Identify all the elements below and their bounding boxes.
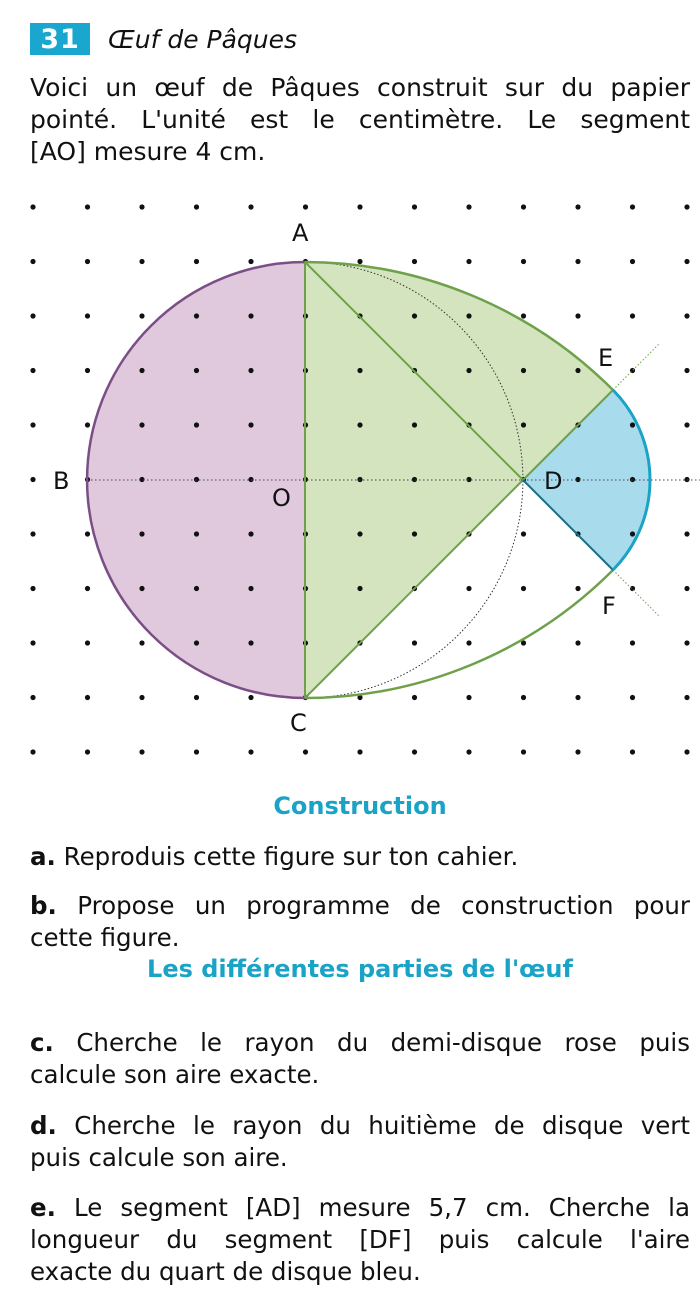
question-text: exacte du quart de disque bleu.	[30, 1257, 421, 1286]
question-a	[30, 841, 690, 873]
label-d: D	[544, 467, 563, 495]
grid-dot	[684, 368, 689, 373]
grid-dot	[357, 531, 362, 536]
grid-dot	[85, 422, 90, 427]
question-letter: a.	[30, 842, 56, 871]
grid-dot	[630, 422, 635, 427]
grid-dot	[85, 586, 90, 591]
question-letter: b.	[30, 891, 57, 920]
grid-dot	[194, 695, 199, 700]
grid-dot	[85, 204, 90, 209]
section-title-construction: Construction	[273, 792, 447, 820]
grid-dot	[194, 422, 199, 427]
grid-dot	[684, 640, 689, 645]
grid-dot	[30, 368, 35, 373]
grid-dot	[357, 586, 362, 591]
extension-e-line	[613, 343, 660, 390]
question-text: Propose un programme de construction pour	[77, 891, 690, 920]
grid-dot	[466, 368, 471, 373]
grid-dot	[194, 749, 199, 754]
grid-dot	[85, 313, 90, 318]
grid-dot	[521, 204, 526, 209]
grid-dot	[248, 531, 253, 536]
question-text: puis calcule son aire.	[30, 1143, 288, 1172]
grid-dot	[466, 640, 471, 645]
grid-dot	[357, 422, 362, 427]
grid-dot	[521, 368, 526, 373]
grid-dot	[30, 640, 35, 645]
grid-dot	[194, 640, 199, 645]
question-letter: e.	[30, 1193, 56, 1222]
grid-dot	[466, 586, 471, 591]
grid-dot	[85, 695, 90, 700]
question-letter: c.	[30, 1028, 54, 1057]
section-title-parts: Les différentes parties de l'œuf	[147, 955, 573, 983]
grid-dot	[575, 313, 580, 318]
grid-dot	[194, 531, 199, 536]
grid-dot	[30, 531, 35, 536]
grid-dot	[630, 531, 635, 536]
question-d	[30, 1110, 690, 1174]
grid-dot	[303, 204, 308, 209]
grid-dot	[575, 368, 580, 373]
grid-dot	[521, 313, 526, 318]
grid-dot	[684, 586, 689, 591]
grid-dot	[248, 586, 253, 591]
label-b: B	[53, 467, 70, 495]
label-f: F	[602, 592, 616, 620]
grid-dot	[139, 204, 144, 209]
grid-dot	[630, 259, 635, 264]
grid-dot	[194, 313, 199, 318]
extension-f-line	[613, 570, 660, 617]
question-text: Cherche le rayon du huitième de disque vert	[74, 1111, 690, 1140]
grid-dot	[412, 422, 417, 427]
grid-dot	[575, 259, 580, 264]
grid-dot	[139, 368, 144, 373]
intro-paragraph	[30, 72, 690, 168]
grid-dot	[30, 477, 35, 482]
grid-dot	[575, 586, 580, 591]
grid-dot	[357, 259, 362, 264]
grid-dot	[521, 531, 526, 536]
grid-dot	[412, 204, 417, 209]
question-text: cette figure.	[30, 923, 180, 952]
grid-dot	[630, 313, 635, 318]
grid-dot	[575, 640, 580, 645]
grid-dot	[85, 531, 90, 536]
grid-dot	[357, 749, 362, 754]
grid-dot	[466, 695, 471, 700]
question-text: Le segment [AD] mesure 5,7 cm. Cherche la	[74, 1193, 690, 1222]
grid-dot	[30, 749, 35, 754]
grid-dot	[139, 531, 144, 536]
grid-dot	[357, 368, 362, 373]
grid-dot	[412, 695, 417, 700]
grid-dot	[575, 695, 580, 700]
grid-dot	[30, 695, 35, 700]
grid-dot	[684, 422, 689, 427]
grid-dot	[30, 204, 35, 209]
grid-dot	[248, 259, 253, 264]
grid-dot	[684, 313, 689, 318]
grid-dot	[194, 204, 199, 209]
question-text: Reproduis cette figure sur ton cahier.	[63, 842, 519, 871]
label-e: E	[598, 344, 614, 372]
question-e	[30, 1192, 690, 1288]
question-text: longueur du segment [DF] puis calcule l'aire	[30, 1225, 690, 1254]
grid-dot	[466, 313, 471, 318]
grid-dot	[466, 259, 471, 264]
grid-dot	[30, 259, 35, 264]
egg-figure	[0, 186, 700, 766]
grid-dot	[412, 259, 417, 264]
grid-dot	[139, 313, 144, 318]
grid-dot	[248, 368, 253, 373]
intro-line: [AO] mesure 4 cm.	[30, 137, 266, 166]
grid-dot	[248, 749, 253, 754]
grid-dot	[684, 204, 689, 209]
grid-dot	[194, 368, 199, 373]
grid-dot	[630, 586, 635, 591]
grid-dot	[139, 422, 144, 427]
grid-dot	[630, 204, 635, 209]
question-c	[30, 1027, 690, 1091]
question-b	[30, 890, 690, 954]
grid-dot	[521, 586, 526, 591]
grid-dot	[630, 749, 635, 754]
grid-dot	[85, 368, 90, 373]
exercise-number-badge: 31	[30, 23, 90, 55]
grid-dot	[139, 259, 144, 264]
grid-dot	[303, 749, 308, 754]
grid-dot	[194, 586, 199, 591]
grid-dot	[194, 259, 199, 264]
intro-line: pointé. L'unité est le centimètre. Le segment	[30, 105, 690, 134]
grid-dot	[630, 640, 635, 645]
grid-dot	[248, 695, 253, 700]
grid-dot	[248, 422, 253, 427]
grid-dot	[521, 422, 526, 427]
grid-dot	[521, 749, 526, 754]
grid-dot	[684, 259, 689, 264]
grid-dot	[466, 204, 471, 209]
question-text: calcule son aire exacte.	[30, 1060, 320, 1089]
grid-dot	[412, 313, 417, 318]
grid-dot	[412, 640, 417, 645]
grid-dot	[521, 259, 526, 264]
grid-dot	[139, 640, 144, 645]
label-c: C	[290, 709, 307, 737]
grid-dot	[630, 695, 635, 700]
grid-dot	[248, 204, 253, 209]
grid-dot	[30, 586, 35, 591]
label-o: O	[272, 484, 291, 512]
grid-dot	[684, 749, 689, 754]
grid-dot	[139, 586, 144, 591]
grid-dot	[85, 259, 90, 264]
grid-dot	[412, 749, 417, 754]
grid-dot	[412, 531, 417, 536]
grid-dot	[466, 749, 471, 754]
grid-dot	[357, 204, 362, 209]
grid-dot	[248, 313, 253, 318]
grid-dot	[85, 749, 90, 754]
grid-dot	[139, 749, 144, 754]
grid-dot	[575, 204, 580, 209]
question-text: Cherche le rayon du demi-disque rose puis	[76, 1028, 690, 1057]
intro-line: Voici un œuf de Pâques construit sur du papier	[30, 73, 690, 102]
grid-dot	[575, 749, 580, 754]
grid-dot	[139, 695, 144, 700]
exercise-title: Œuf de Pâques	[108, 24, 298, 54]
grid-dot	[684, 695, 689, 700]
grid-dot	[30, 313, 35, 318]
grid-dot	[684, 531, 689, 536]
grid-dot	[521, 695, 526, 700]
exercise-header	[30, 22, 297, 56]
question-letter: d.	[30, 1111, 57, 1140]
label-a: A	[292, 219, 309, 247]
grid-dot	[85, 640, 90, 645]
grid-dot	[30, 422, 35, 427]
grid-dot	[248, 640, 253, 645]
